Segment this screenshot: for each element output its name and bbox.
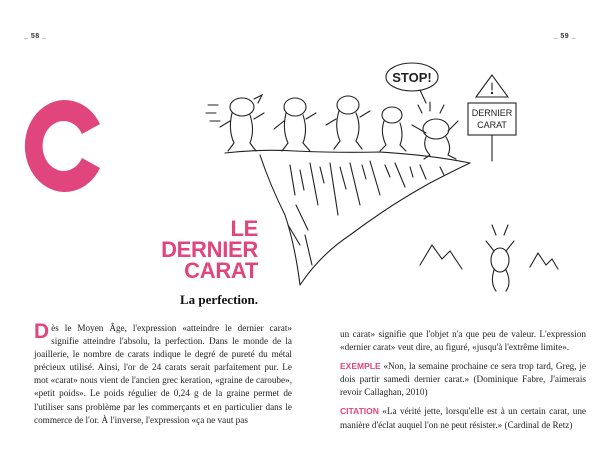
stop-bubble-text: STOP! [392,70,432,85]
big-letter-c [20,92,108,200]
entry-title [140,218,258,281]
title-line-1: LE [230,216,258,241]
body-left-column [34,322,292,427]
citation-paragraph [340,405,586,431]
sign-line-1: DERNIER [471,108,513,118]
example-text: «Non, la semaine prochaine ce sera trop tard, Greg, je dois partir samedi dernier carat.» (Dominique Fabre, J'aimerais revoir Callaghan, 2010) [340,361,586,398]
sign-line-2: CARAT [477,120,507,130]
drop-cap: D [34,320,50,343]
citation-text: «La vérité jette, lorsqu'elle est à un certain carat, une manière d'éclat auquel l'on ne peut résister.» (Cardinal de Retz) [340,406,586,430]
body-left-text: ès le Moyen Âge, l'expression «atteindre le dernier carat» signifie atteindre l'absolu, la perfection. Dans le monde de la joaillerie, le nombre de carats indique le degré de pureté du métal précieux utilisé. Ainsi, l'or de 24 carats serait parfaitement pur. Le mot «carat» nous vient de l'ancien grec keration, «graine de caroube», «petit poids». Le poids régulier de 0,24 g de la graine permet de l'utiliser sans problème par les commerçants et en particulier dans le commerce de l'or. À l'inverse, l'expression «ça ne vaut pas [34,323,292,425]
title-line-3: CARAT [184,258,258,283]
title-line-2: DERNIER [161,237,258,262]
entry-subtitle: La perfection. [180,292,258,307]
body-right-continuation: un carat» signifie que l'objet n'a que peu de valeur. L'expression «dernier carat» veut dire, au figuré, «jusqu'à l'extrême limite». [340,329,586,353]
citation-label: CITATION [340,406,379,417]
example-label: EXEMPLE [340,361,381,372]
example-paragraph [340,360,586,399]
page-number-left: _ 58 _ [24,33,47,40]
body-right-column [340,328,586,438]
page-number-right: _ 59 _ [553,33,576,40]
